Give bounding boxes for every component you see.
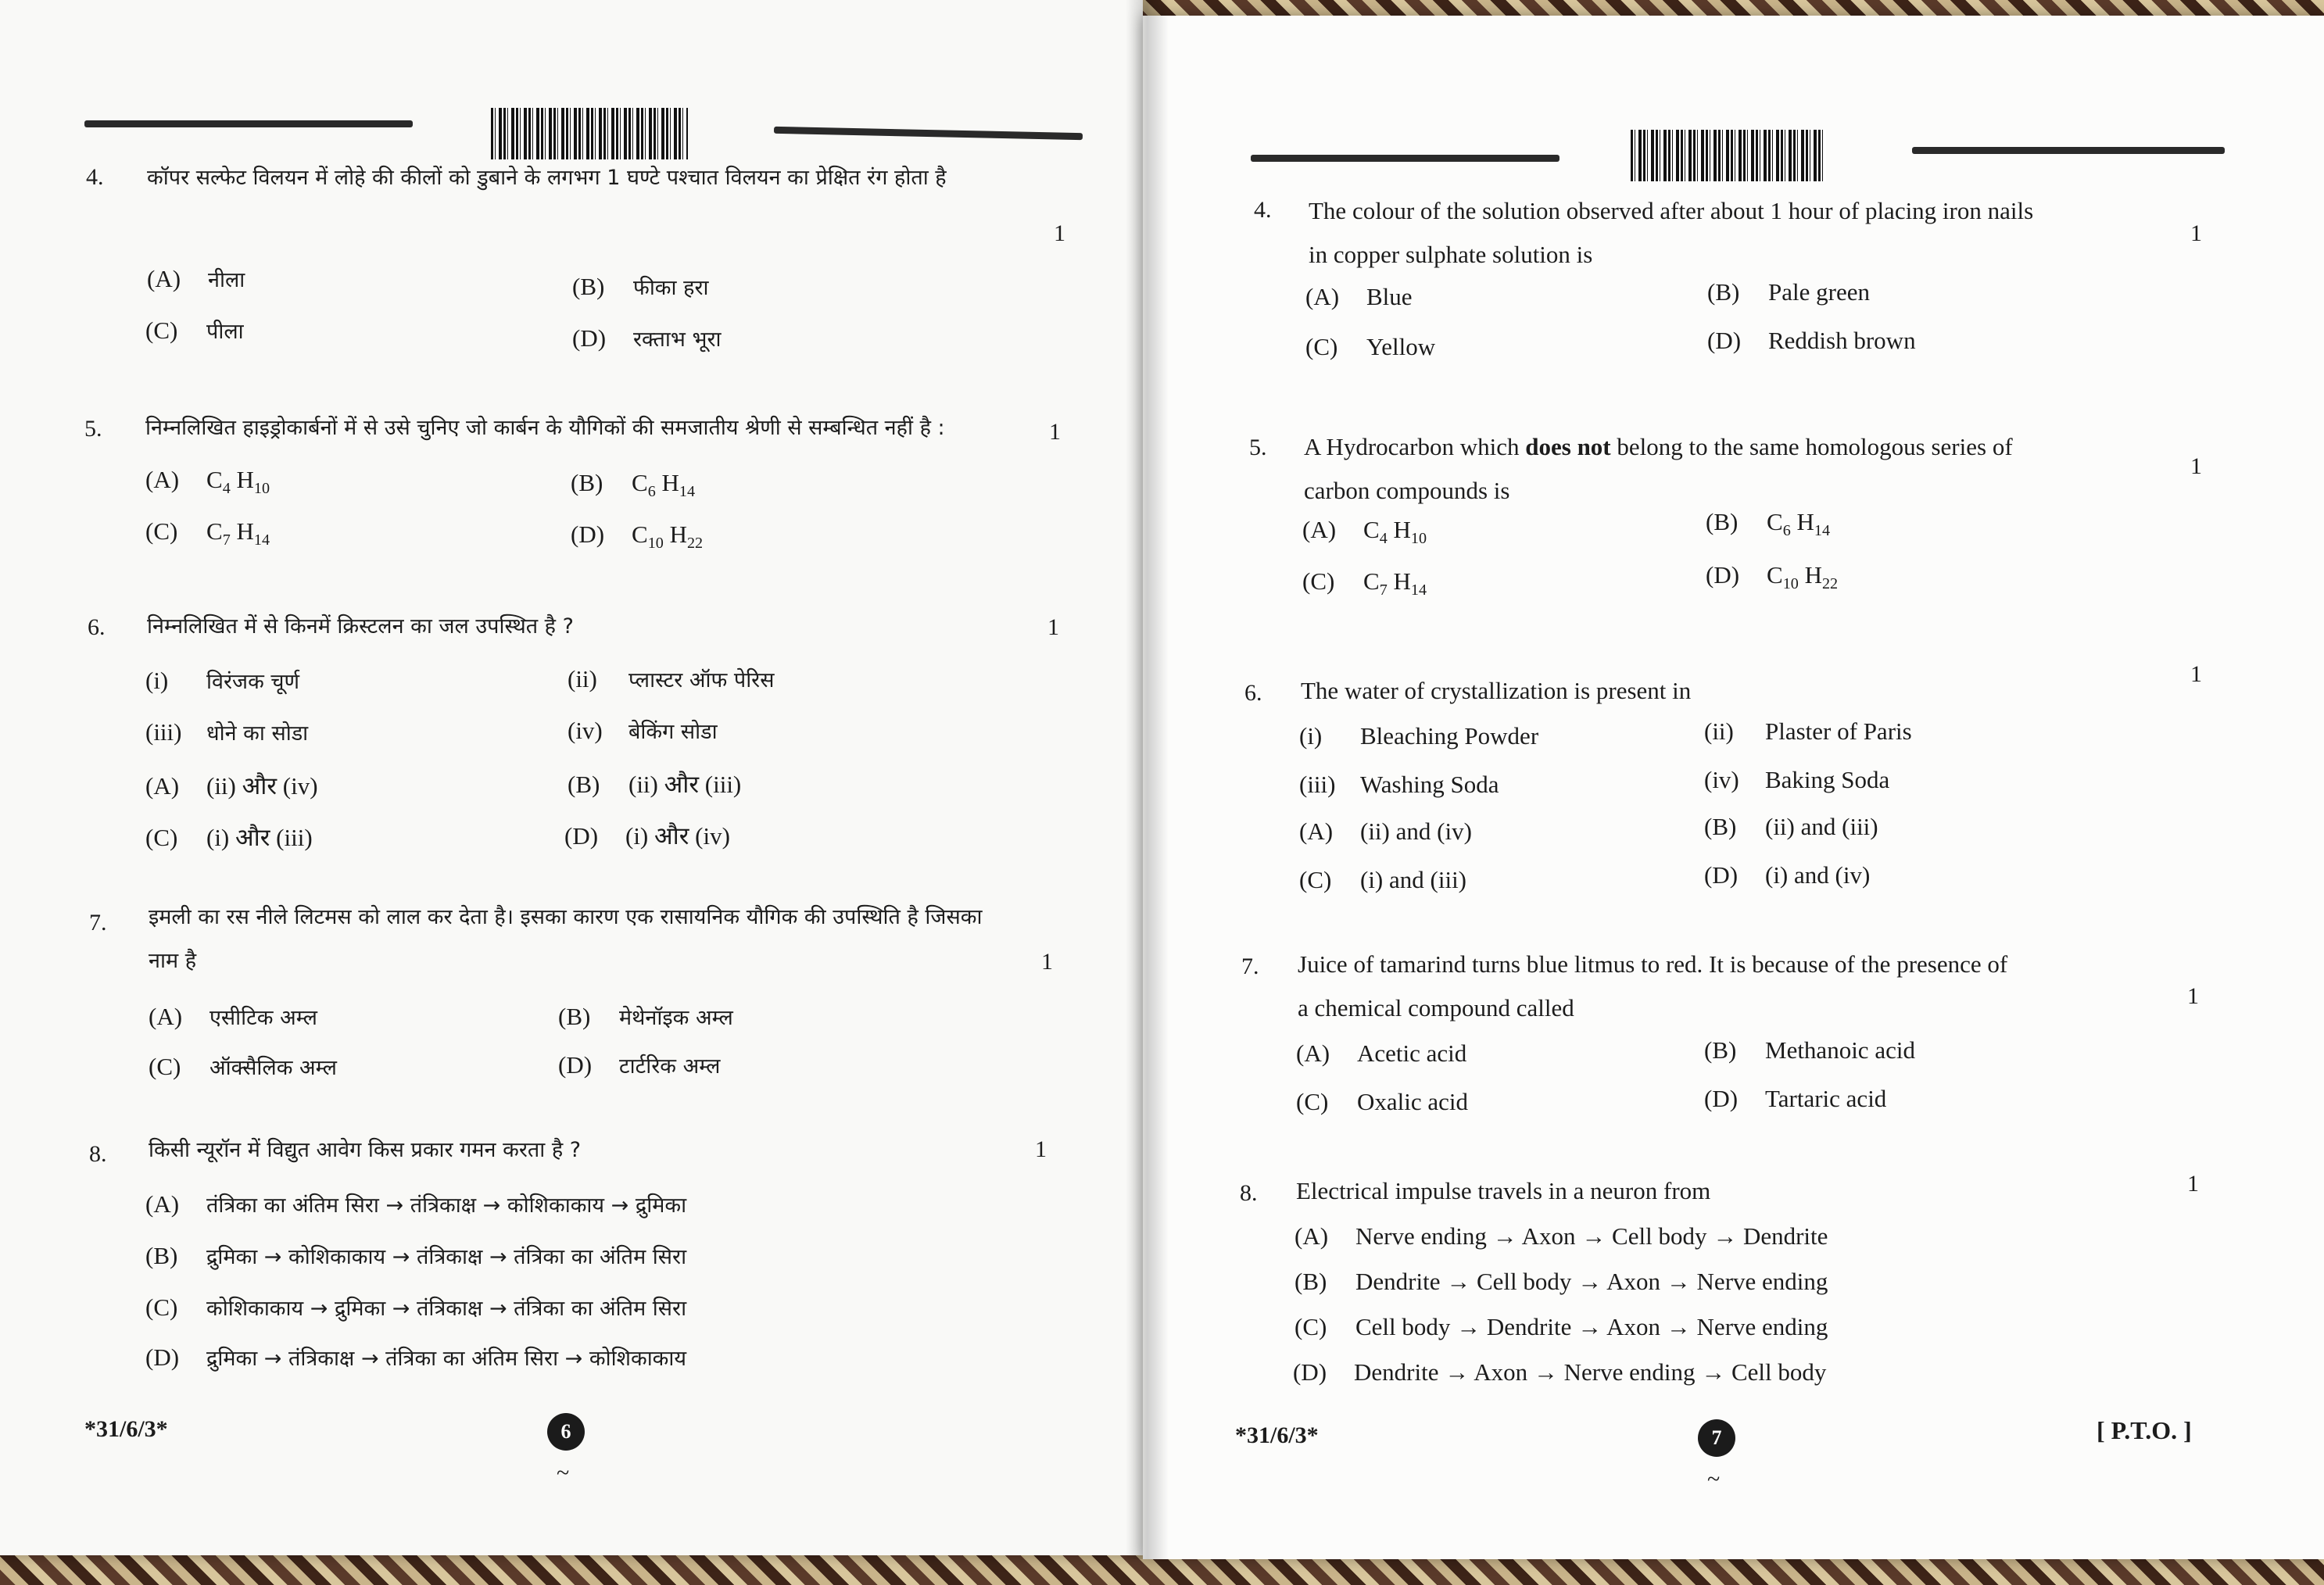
question-text: निम्नलिखित हाइड्रोकार्बनों में से उसे चुनिए जो कार्बन के यौगिकों की समजातीय श्रेणी से सम्बन्धित नहीं है : (145, 416, 945, 440)
option-b: (B) Pale green (1707, 278, 1870, 306)
option-c: (C) Cell body → Dendrite → Axon → Nerve ending (1294, 1313, 1828, 1340)
option-b: (B) (ii) और (iii) (568, 771, 742, 798)
option-c: (C) कोशिकाकाय → द्रुमिका → तंत्रिकाक्ष → तंत्रिका का अंतिम सिरा (145, 1293, 687, 1321)
option-d: (D) $C_{10}$ $H_{22}$ (571, 521, 704, 553)
question-text: इमली का रस नीले लिटमस को लाल कर देता है। इसका कारण एक रासायनिक यौगिक की उपस्थिति है जिसका नाम है (149, 905, 983, 973)
question-text: The water of crystallization is present in (1301, 677, 1692, 704)
question-text: A Hydrocarbon which does not belong to the same homologous series of carbon compounds is (1304, 433, 2013, 504)
left-page (0, 0, 1143, 1555)
option-b: (B) $C_6$ $H_{14}$ (571, 469, 696, 501)
option-c: (C) ऑक्सैलिक अम्ल (149, 1053, 337, 1080)
item-iii: (iii) Washing Soda (1299, 771, 1499, 798)
option-d: (D) टार्टरिक अम्ल (558, 1051, 721, 1079)
marks: 1 (2187, 1171, 2199, 1197)
question-number: 7. (1241, 954, 1259, 979)
option-c: (C) (i) और (iii) (145, 824, 313, 851)
item-i: (i) Bleaching Powder (1299, 722, 1539, 750)
question-number: 6. (1244, 680, 1262, 706)
header-rule-left (1251, 155, 1559, 162)
header-rule-right (774, 127, 1083, 140)
option-b: (B) द्रुमिका → कोशिकाकाय → तंत्रिकाक्ष → तंत्रिका का अंतिम सिरा (145, 1242, 687, 1269)
pto-label: [ P.T.O. ] (2097, 1416, 2192, 1444)
item-i: (i) विरंजक चूर्ण (145, 667, 300, 694)
option-d: (D) Tartaric acid (1704, 1085, 1887, 1112)
option-b: (B) $C_6$ $H_{14}$ (1706, 508, 1831, 540)
option-b: (B) फीका हरा (572, 273, 709, 300)
question-number: 7. (89, 910, 107, 936)
question-number: 5. (84, 416, 102, 442)
question-number: 4. (1254, 197, 1272, 223)
option-a: (A) एसीटिक अम्ल (149, 1003, 317, 1030)
option-c: (C) $C_7$ $H_{14}$ (145, 517, 270, 549)
question-text: Juice of tamarind turns blue litmus to red. It is because of the presence of a chemical compound called (1298, 950, 2008, 1021)
tilde-mark: ~ (1707, 1466, 1721, 1492)
question-text: किसी न्यूरॉन में विद्युत आवेग किस प्रकार गमन करता है ? (149, 1138, 582, 1162)
option-a: (A) (ii) और (iv) (145, 772, 318, 800)
option-c: (C) (i) and (iii) (1299, 866, 1467, 893)
question-text: कॉपर सल्फेट विलयन में लोहे की कीलों को डुबाने के लगभग 1 घण्टे पश्चात विलयन का प्रेक्षित रंग होता है (147, 166, 947, 190)
question-text: Electrical impulse travels in a neuron from (1296, 1177, 1711, 1204)
option-d: (D) रक्ताभ भूरा (572, 324, 722, 352)
option-d: (D) Dendrite → Axon → Nerve ending → Cell body (1293, 1358, 1827, 1386)
option-a: (A) $C_4$ $H_{10}$ (145, 466, 270, 498)
tilde-mark: ~ (557, 1460, 570, 1486)
option-b: (B) (ii) and (iii) (1704, 813, 1878, 840)
marks: 1 (2187, 983, 2199, 1009)
paper-code: *31/6/3* (84, 1416, 168, 1442)
question-number: 5. (1249, 435, 1267, 460)
option-c: (C) $C_7$ $H_{14}$ (1302, 567, 1427, 599)
option-d: (D) Reddish brown (1707, 327, 1916, 354)
option-d: (D) (i) और (iv) (564, 822, 730, 850)
option-b: (B) मेथेनॉइक अम्ल (558, 1003, 733, 1030)
option-a: (A) Blue (1305, 283, 1413, 310)
page-number: 7 (1698, 1419, 1735, 1457)
option-a: (A) तंत्रिका का अंतिम सिरा → तंत्रिकाक्ष → कोशिकाकाय → द्रुमिका (145, 1190, 687, 1218)
marks: 1 (2190, 453, 2202, 479)
option-c: (C) Oxalic acid (1296, 1088, 1469, 1115)
header-rule-right (1912, 147, 2225, 154)
option-a: (A) नीला (147, 265, 245, 292)
option-c: (C) पीला (145, 317, 244, 344)
option-a: (A) Nerve ending → Axon → Cell body → Dendrite (1294, 1222, 1828, 1250)
question-text: निम्नलिखित में से किनमें क्रिस्टलन का जल उपस्थित है ? (147, 614, 574, 639)
question-number: 6. (88, 614, 106, 640)
item-iv: (iv) बेकिंग सोडा (568, 717, 718, 744)
option-d: (D) (i) and (iv) (1704, 861, 1871, 889)
option-a: (A) Acetic acid (1296, 1039, 1467, 1067)
option-c: (C) Yellow (1305, 333, 1436, 360)
question-number: 8. (89, 1141, 107, 1167)
marks: 1 (2190, 220, 2202, 246)
option-d: (D) $C_{10}$ $H_{22}$ (1706, 561, 1839, 593)
marks: 1 (1035, 1136, 1047, 1162)
marks: 1 (1041, 949, 1053, 975)
item-iv: (iv) Baking Soda (1704, 766, 1890, 793)
question-number: 4. (86, 164, 104, 190)
barcode (491, 108, 688, 159)
marks: 1 (2190, 661, 2202, 687)
item-ii: (ii) Plaster of Paris (1704, 717, 1912, 745)
option-d: (D) द्रुमिका → तंत्रिकाक्ष → तंत्रिका का अंतिम सिरा → कोशिकाकाय (145, 1343, 687, 1371)
option-b: (B) Methanoic acid (1704, 1036, 1915, 1064)
option-a: (A) $C_4$ $H_{10}$ (1302, 516, 1427, 548)
option-b: (B) Dendrite → Cell body → Axon → Nerve ending (1294, 1268, 1828, 1295)
header-rule-left (84, 120, 413, 127)
marks: 1 (1054, 220, 1065, 246)
item-ii: (ii) प्लास्टर ऑफ पेरिस (568, 665, 775, 692)
paper-code: *31/6/3* (1235, 1422, 1319, 1448)
option-a: (A) (ii) and (iv) (1299, 818, 1472, 845)
book-gutter (1126, 0, 1169, 1559)
barcode (1631, 130, 1826, 181)
marks: 1 (1049, 419, 1061, 445)
question-text: The colour of the solution observed after about 1 hour of placing iron nails in copper sulphate solution is (1309, 197, 2034, 268)
item-iii: (iii) धोने का सोडा (145, 718, 309, 746)
marks: 1 (1047, 614, 1059, 640)
page-number: 6 (547, 1413, 585, 1451)
right-page (1143, 16, 2324, 1559)
question-number: 8. (1240, 1180, 1258, 1206)
